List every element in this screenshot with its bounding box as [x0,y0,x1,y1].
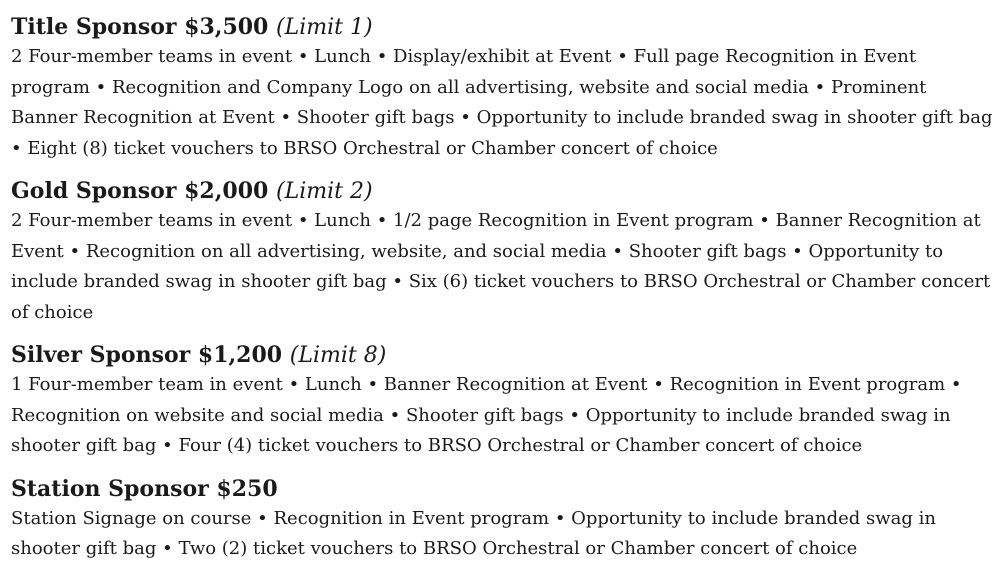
sponsor-tier-station [11,474,1001,565]
tier-name: Station Sponsor [11,475,209,502]
tier-name: Title Sponsor [11,14,177,40]
tier-benefits: 2 Four-member teams in event • Lunch • 1/2 page Recognition in Event program • Banner Recognition at Event • Recognition on all advertising, website, and social media • Shooter gift bags • Opportunity to include branded swag in shooter gift bag • Six (6) ticket vouchers to BRSO Orchestral or Chamber concert of choice [11,210,991,323]
tier-limit: (Limit 8) [289,343,387,368]
sponsor-tier-silver [11,340,1001,462]
tier-benefits: 2 Four-member teams in event • Lunch • Display/exhibit at Event • Full page Recognition in Event program • Recognition and Company Logo on all advertising, website and social media • Prominent Banner Recognition at Event • Shooter gift bags • Opportunity to include branded swag in shooter gift bag • Eight (8) ticket vouchers to BRSO Orchestral or Chamber concert of choice [11,46,993,159]
tier-name: Gold Sponsor [11,178,177,204]
tier-price: $2,000 [184,178,269,204]
tier-heading [11,12,1001,42]
tier-limit: (Limit 2) [276,179,373,204]
tier-heading [11,340,1001,370]
sponsor-tier-title [11,12,1001,164]
sponsor-tier-gold [11,176,1001,328]
tier-price: $1,200 [197,342,283,368]
tier-benefits: 1 Four-member team in event • Lunch • Banner Recognition at Event • Recognition in Event program • Recognition on website and social media • Shooter gift bags • Opportunity to include branded swag in shooter gift bag • Four (4) ticket vouchers to BRSO Orchestral or Chamber concert of choice [11,374,962,456]
tier-heading [11,474,1001,504]
tier-price: $250 [216,475,278,502]
tier-heading [11,176,1001,206]
tier-price: $3,500 [184,14,269,40]
tier-name: Silver Sponsor [11,342,191,368]
tier-benefits: Station Signage on course • Recognition in Event program • Opportunity to include branded swag in shooter gift bag • Two (2) ticket vouchers to BRSO Orchestral or Chamber concert of choice [11,507,937,559]
tier-limit: (Limit 1) [276,15,373,40]
